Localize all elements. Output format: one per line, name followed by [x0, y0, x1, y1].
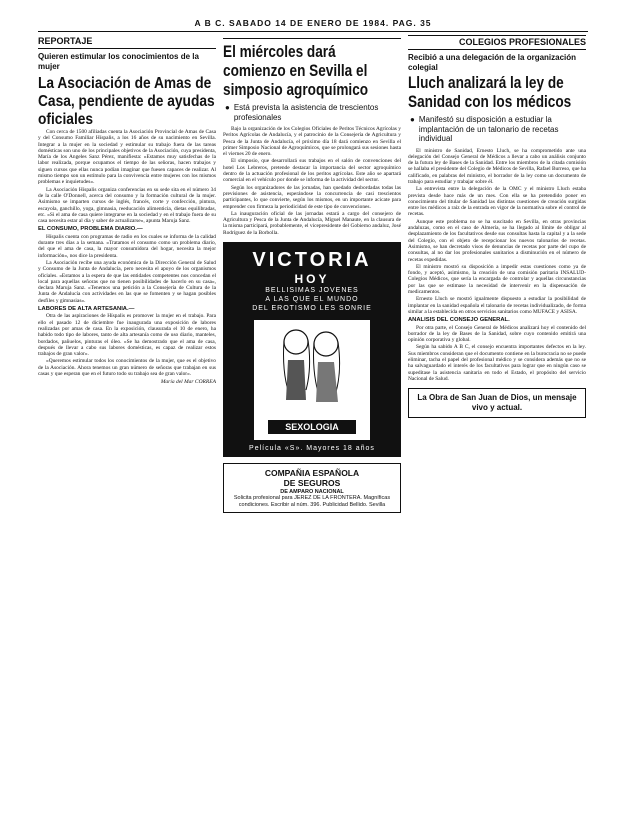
bullet-text: Manifestó su disposición a estudiar la implantación de un talonario de recetas individual: [418, 115, 559, 143]
ad2-subtitle: DE AMPARO NACIONAL: [280, 489, 344, 496]
article-headline: Lluch analizará la ley de Sanidad con los médicos: [408, 73, 572, 111]
article-body: [38, 129, 216, 386]
ad-line: A LAS QUE EL MUNDO: [265, 296, 359, 304]
ad-line: DEL EROTISMO LES SONRIE: [252, 305, 372, 313]
ad2-title: COMPAÑIA ESPAÑOLA: [264, 468, 360, 479]
paragraph: Según ha sabido A B C, el consejo encuentra importantes defectos en la ley. Sus miembros consideran que el documento contiene en la burocracia no se puede eliminar, tacha el papel del profesional médico y se considera además que no se ha salvaguardado el interés de los facultativos para lograr que en ningún caso se supeditase la asistencia sanitaria en todo el Estado, el propósito del servicio Nacional de Salud.: [408, 344, 586, 382]
paragraph: El ministro de Sanidad, Ernesto Lluch, se ha comprometido ante una delegación del Consejo General de Médicos a llevar a cabo un análisis conjunto de la futura ley de Bases de la Sanidad. Entre los miembros de la citada comisión se hallaba el presidente del Colegio de Médicos de Sevilla, Rafael Burreso, que ha calificado, en palabras del ministro, el borrador de la ley como un documento de trabajo para estudiar y trabajar sobre él.: [408, 147, 586, 185]
ad-line: BELLISIMAS JOVENES: [265, 287, 359, 295]
subheading: ANALISIS DEL CONSEJO GENERAL.: [408, 317, 510, 324]
column-agro: [223, 35, 401, 830]
column-colegios: [408, 35, 586, 830]
paragraph: Aunque este problema no se ha suscitado en Sevilla, en otras provincias andaluzas, como en el caso de Almería, se ha llegado al límite de obligar al desplazamiento de los facultativos desde sus consultas hasta la capital y a la sede del Colegio, con el objeto de recepcionar los nuevos talonarios de recetas. Asimismo, se han decretado visos de denuncias de recetas por parte del cupo de consultas, al no dar los profesionales sanitarios a disminución en el número de recetas expedidas.: [408, 218, 586, 263]
paragraph: Híspalis cuenta con programas de radio en los cuales se informa de la calidad durante tres días a la semana. «Tratamos el consumo como un problema diario, del que el ama de casa, la mayor consumidora del hogar, necesita la mejor información», nos dice la presidenta.: [38, 233, 216, 259]
page-header: A B C. SABADO 14 DE ENERO DE 1984. PAG. 35: [38, 18, 588, 32]
article-bullet: [410, 115, 586, 144]
article-body: [223, 126, 401, 236]
paragraph: El ministro mostró su disposición a impedir estas cuestiones como ya de fondo, y aceptó, asimismo, la creación de una comisión paritaria INSALUD-Colegios Médicos, que sería la encargada de controlar y aquellas circunstancias por las que se estimase la necesidad de intervenir en la dispensación de medicamentos.: [408, 263, 586, 296]
article-body: [408, 148, 586, 383]
subheading: EL CONSUMO, PROBLEMA DIARIO.—: [38, 226, 143, 233]
cinema-advertisement: [223, 242, 401, 457]
paragraph: Por otra parte, el Consejo General de Médicos analizará hoy el contenido del borrador de la ley de Bases de la Sanidad, sobre cuyo contenido emitirá una opinión corporativa y global.: [408, 324, 586, 344]
charity-advertisement: La Obra de San Juan de Dios, un mensaje vivo y actual.: [408, 388, 586, 418]
subheading: LABORES DE ALTA ARTESANIA.—: [38, 306, 135, 313]
article-headline: El miércoles dará comienzo en Sevilla el simposio agroquímico: [223, 42, 369, 99]
paragraph: La inauguración oficial de las jornadas estará a cargo del consejero de Agricultura y Pesca de la Junta de Andalucía, Miguel Manaute, en la clausura de la misma participará, probablemente, el vicepresidente del Gobierno andaluz, José Rodríguez de la Borbolla.: [223, 210, 401, 236]
paragraph: Con cerca de 1500 afiliadas cuenta la Asociación Provincial de Amas de Casa y del Consumo Familiar Híspalis, a los 16 años de su nacimiento en Sevilla. Integrar a la mujer en la sociedad y estimular su trabajo fuera de las tareas domésticas son uno de los principales objetivos de la Asociación, cuya presidenta, María de los Angeles Sanz Pérez, manifiesta: «Estamos muy satisfechas de la labor realizada, porque ocupamos el tiempo de las señoras, hacen trabajos y siguen cursos que ellas nunca podían imaginar que fuesen capaces de realizar. Al mismo tiempo son un estímulo para la convivencia entre mujeres con los mismos problemas e inquietudes».: [38, 129, 216, 186]
bullet-text: Está prevista la asistencia de trescientos profesionales: [233, 103, 379, 122]
ad-footer: Película «S». Mayores 18 años: [249, 445, 375, 453]
article-kicker: Recibió a una delegación de la organización colegial: [408, 53, 577, 72]
paragraph: El simposio, que desarrollará sus trabajos en el salón de convenciones del hotel Los Lebreros, pretende destacar la importancia del sector agroquímico dentro de la actuación profesional de los peritos agrícolas. Este año se apartará comercial en el vehículo por donde se informa de la actividad del sector.: [223, 158, 401, 184]
ad2-title: DE SEGUROS: [283, 478, 341, 489]
paragraph: La Asociación recibe una ayuda económica de la Dirección General de Salud y Consumo de la Junta de Andalucía, pero necesita el apoyo de los organismos oficiales. «Estamos a la espera de que las entidades competentes nos concedan el local para aquellas señoras que no tienen posibilidades de hacerlo en su casa», declara Maruja Sanz. «Tenemos una petición a la Consejería de Cultura de la Junta de Andalucía con actividades en las que se fomenten y se hagan posibles desfiles y gimnasias».: [38, 259, 216, 304]
column-reportaje: [38, 35, 216, 830]
paragraph: Otra de las aspiraciones de Híspalis es promover la mujer en el trabajo. Para ello el pasado 12 de diciembre fue inaugurada una exposición de labores realizadas por amas de casa. En la exposición, clausurada el 10 de enero, ha habido todo tipo de labores, tanto de alta artesanía como de uso diario, manteles, bordados, pañuelos, pinturas el óleo. «Se ha demostrado que el ama de casa, después de llevar a cabo sus labores domésticas, es capaz de realizar estos trabajos de gran valor».: [38, 313, 216, 358]
ad-title: VICTORIA: [252, 249, 372, 272]
section-label: REPORTAJE: [38, 35, 216, 49]
divider: [223, 38, 401, 39]
article-headline: La Asociación de Amas de Casa, pendiente de ayudas oficiales: [38, 75, 215, 128]
article-bullet: [225, 103, 401, 122]
article-kicker: Quieren estimular los conocimientos de la mujer: [38, 52, 199, 71]
section-label: COLEGIOS PROFESIONALES: [408, 35, 586, 50]
ad2-text: Solicita profesional para JEREZ DE LA FRONTERA. Magníficas condiciones. Escribir al núm. 396. Publicidad Bellido. Sevilla: [233, 495, 391, 508]
bullet-icon: ●: [225, 103, 230, 112]
author-signature: María del Mar CORREA: [160, 379, 216, 386]
poster-label: SEXOLOGIA: [268, 420, 356, 434]
insurance-advertisement: [223, 463, 401, 513]
paragraph: «Queremos estimular todos los conocimientos de la mujer, que es el objetivo de la Asociación. Ahora tenemos un gran número de señoras que trabajan en sus casas y que esperan que en el futuro todo su trabajo sea de gran valor».: [38, 358, 216, 377]
paragraph: La Asociación Híspalis organiza conferencias en su sede sita en el número 34 de la calle O'Donnell, acerca del consumo y la formación cultural de la mujer. Asimismo se imparten cursos de inglés, francés, corte y confección, pintura, escayola, ganchillo, yoga, gimnasia, reeducación alimenticia, dietas equilibradas, etc. «Si el ama de casa quiere integrarse en la sociedad y en el trabajo fuera de su casa necesita estar al día y saber de actualizarse», apunta Maruja Sanz.: [38, 186, 216, 225]
paragraph: Según los organizadores de las jornadas, han quedado desbordadas todas las previsiones de asistencia, esperándose la concurrencia de casi trescientos participantes, lo que convierte, según los mismos, en un importante acicate para emprender con firmeza la periodicidad de este tipo de convenciones.: [223, 184, 401, 210]
bullet-icon: ●: [410, 115, 415, 124]
paragraph: Bajo la organización de los Colegios Oficiales de Peritos Técnicos Agrícolas y Peritos Agrícolas de Andalucía, y el patrocinio de la Consejería de Agricultura y Pesca de la Junta de Andalucía, el próximo día 18 dará comienzo en Sevilla el primer Simposio Nacional de Agroquímicos, que se prolongará sus sesiones hasta el viernes 20 de enero.: [223, 126, 401, 158]
paragraph: Ernesto Lluch se mostró igualmente dispuesto a estudiar la posibilidad de implantar en la sanidad española el talonario de recetas individualizado, de forma similar a la establecida en otros servicios sanitarios como MUFACE y ASISA.: [408, 296, 586, 315]
paragraph: La entrevista entre la delegación de la OMC y el ministro Lluch estaba prevista desde hace más de un mes. Con ella se ha pretendido poner en conocimiento del titular de Sanidad las distintas cuestiones de creación surgidas entre los médicos a raíz de la entrada en vigor de la normativa sobre el control de recetas.: [408, 186, 586, 218]
ad-subtitle: HOY: [294, 272, 330, 287]
poster-figures-icon: [254, 320, 370, 420]
movie-poster: [253, 319, 371, 441]
